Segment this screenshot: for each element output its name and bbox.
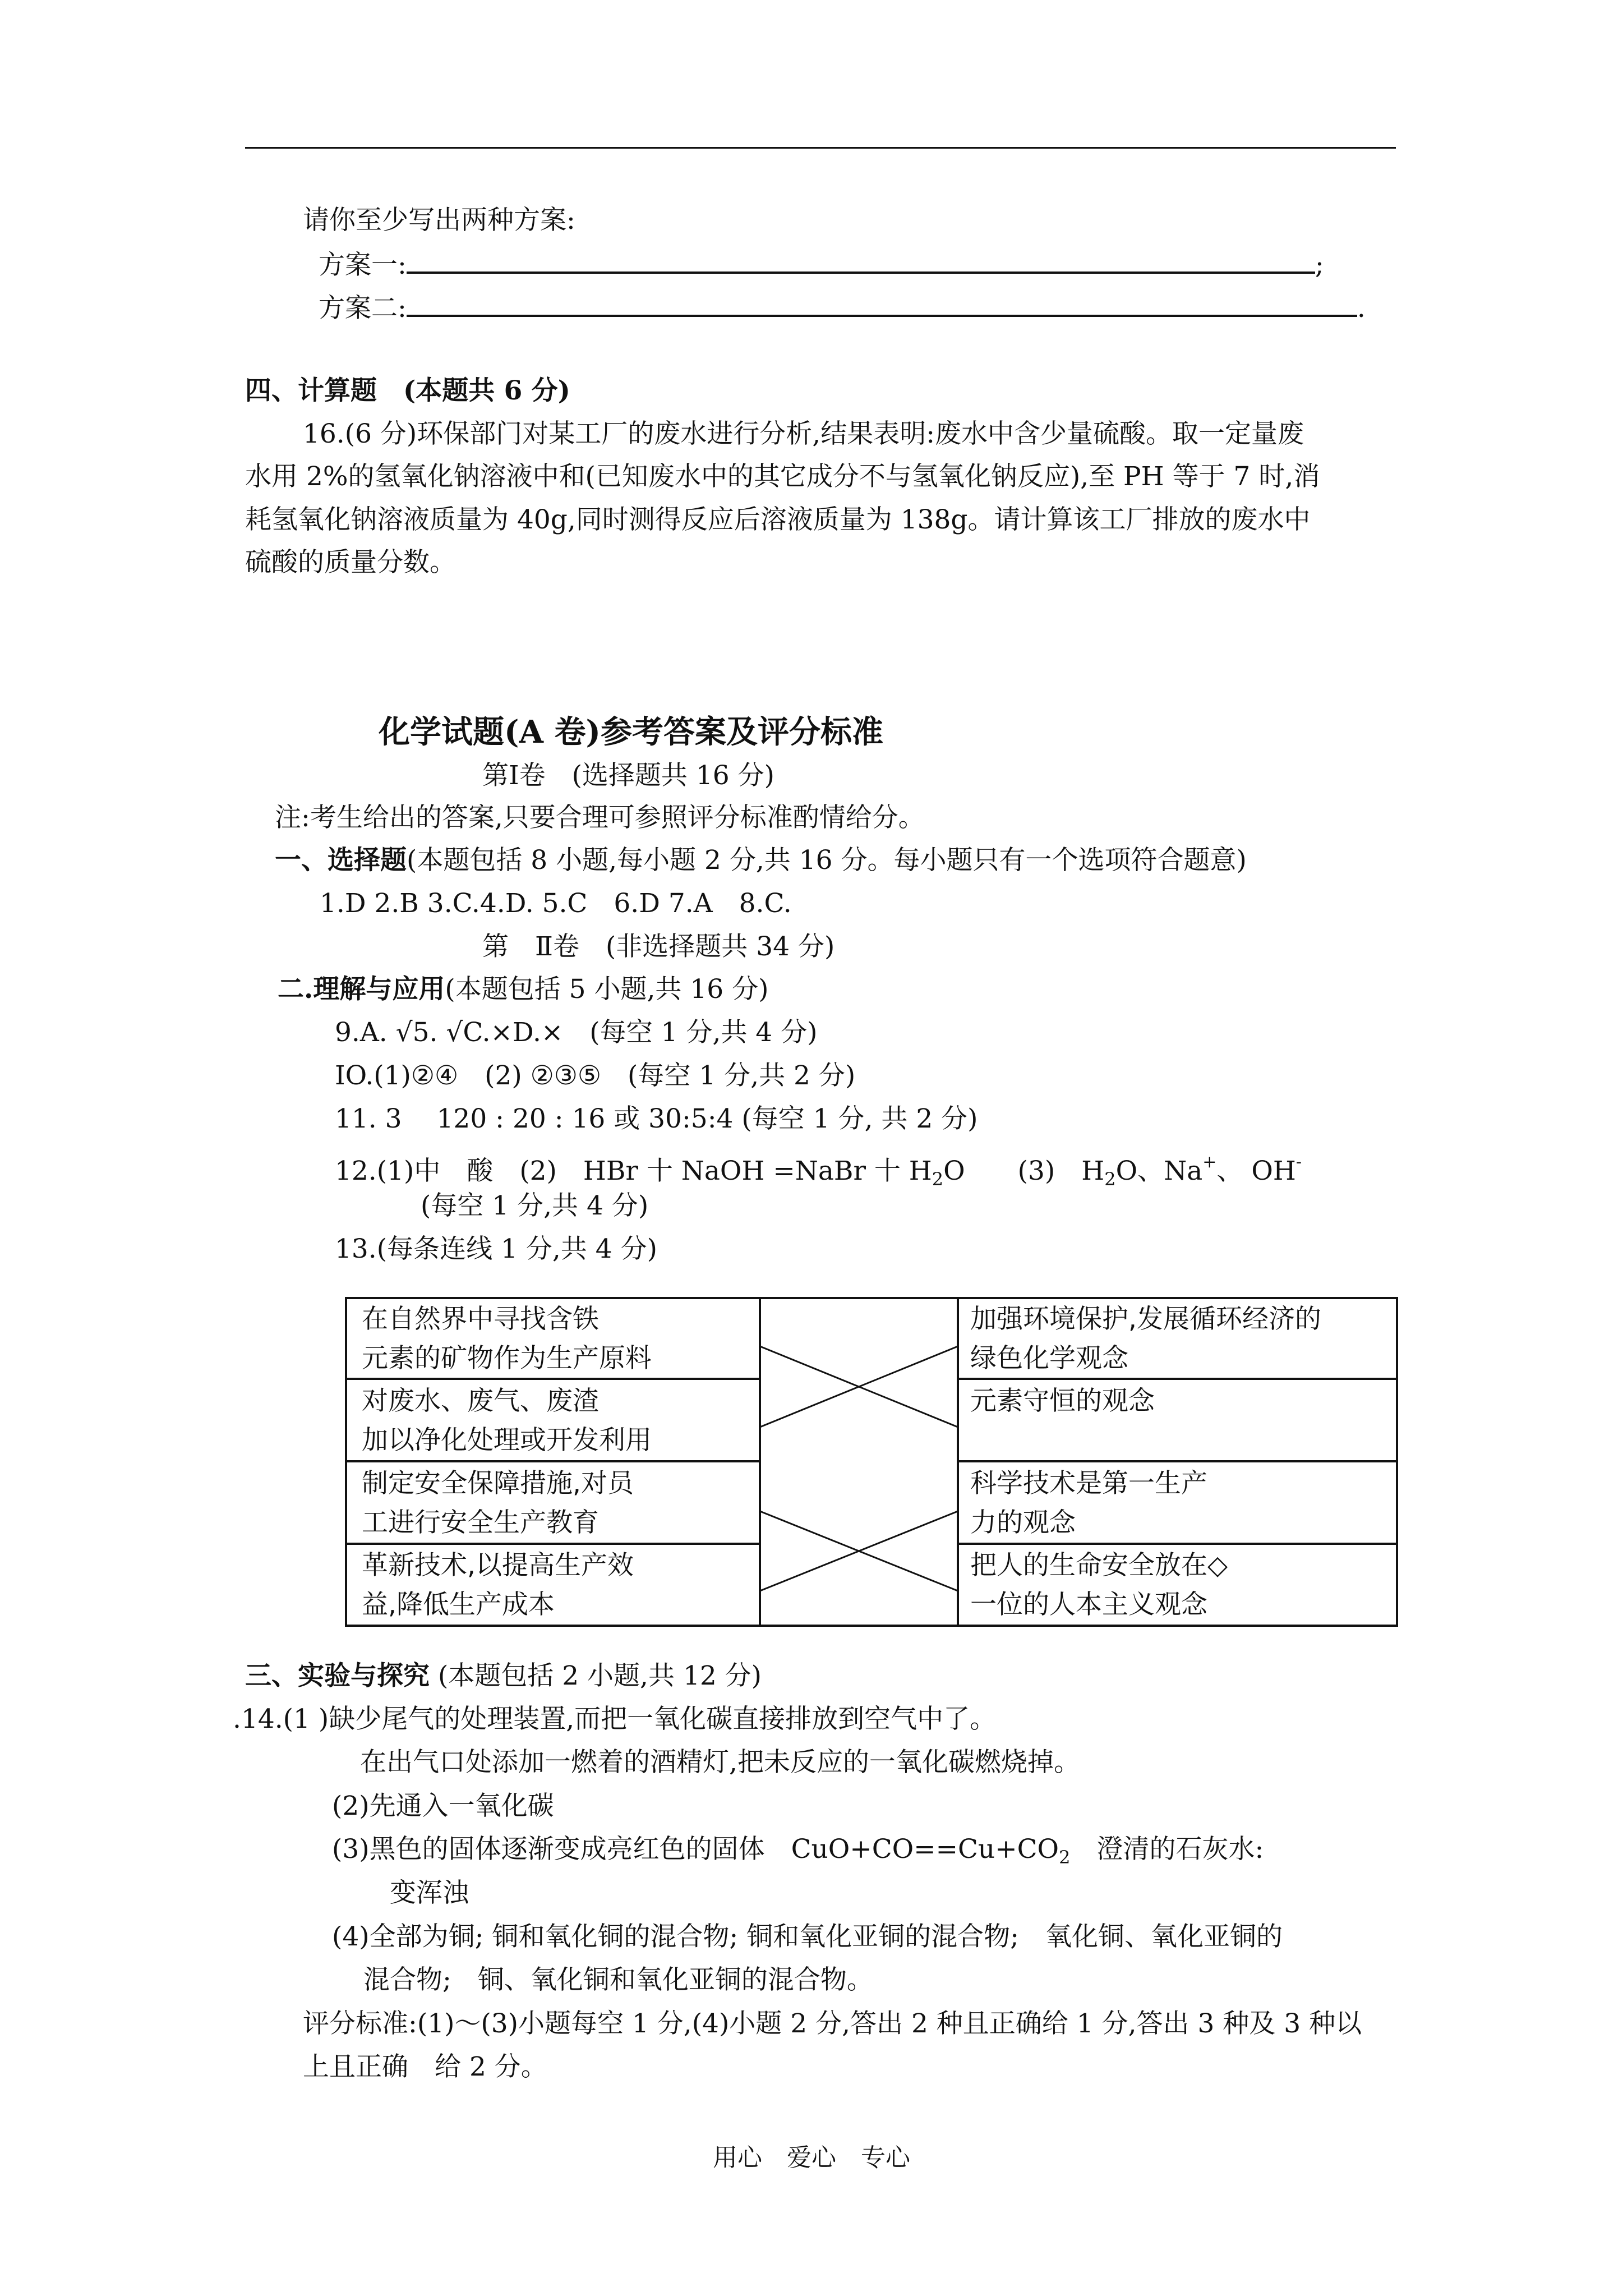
plan2-label: 方案二: — [319, 293, 407, 324]
q14-4a: (4)全部为铜; 铜和氧化铜的混合物; 铜和氧化亚铜的混合物; 氧化铜、氧化亚铜的 — [332, 1921, 1283, 1952]
plan2-end: . — [1357, 293, 1366, 324]
left-item-2-line-1: 对废水、废气、废渣 — [362, 1386, 599, 1416]
mc-title-bold: 一、选择题 — [275, 845, 407, 876]
section3-title-rest: (本题包括 2 小题,共 12 分) — [430, 1660, 762, 1691]
sec2-title — [278, 973, 768, 1006]
q14-1b: 在出气口处添加一燃着的酒精灯,把未反应的一氧化碳燃烧掉。 — [360, 1747, 1080, 1778]
q14-3-part-b: 澄清的石灰水: — [1070, 1834, 1264, 1865]
plan1-label: 方案一: — [319, 250, 407, 280]
mc-answers: 1.D 2.B 3.C.4.D. 5.C 6.D 7.A 8.C. — [320, 888, 792, 919]
q14-2: (2)先通入一氧化碳 — [332, 1791, 554, 1821]
q14-4b: 混合物; 铜、氧化铜和氧化亚铜的混合物。 — [363, 1964, 873, 1995]
right-item-1-line-2: 绿色化学观念 — [970, 1343, 1128, 1374]
q14-1: .14.(1 )缺少尾气的处理装置,而把一氧化碳直接排放到空气中了。 — [233, 1704, 997, 1734]
plan2-blank[interactable] — [407, 290, 1357, 317]
mc-title — [275, 844, 1247, 877]
q14-3-sub: 2 — [1059, 1847, 1071, 1868]
left-item-1-line-1: 在自然界中寻找含铁 — [362, 1304, 599, 1335]
q16-line-2: 水用 2%的氢氧化钠溶液中和(已知废水中的其它成分不与氢氧化钠反应),至 PH 等于 7 时,消 — [245, 461, 1320, 492]
answers-note: 注:考生给出的答案,只要合理可参照评分标准酌情给分。 — [275, 802, 925, 833]
q12-answer — [335, 1145, 1302, 1196]
right-item-4-line-1: 把人的生命安全放在◇ — [970, 1550, 1228, 1581]
q12-part-a: 12.(1)中 酸 (2) HBr 十 NaOH =NaBr 十 H — [335, 1156, 932, 1186]
right-item-3-line-1: 科学技术是第一生产 — [970, 1468, 1207, 1499]
q12-sup-minus: - — [1295, 1152, 1302, 1172]
q14-3 — [332, 1833, 1264, 1874]
right-item-2-line-1: 元素守恒的观念 — [970, 1386, 1155, 1416]
left-item-2-line-2: 加以净化处理或开发利用 — [362, 1425, 652, 1456]
plan1-line — [319, 247, 1324, 282]
answers-title: 化学试题(A 卷)参考答案及评分标准 — [379, 714, 883, 751]
sec2-title-rest: (本题包括 5 小题,共 16 分) — [445, 974, 769, 1005]
q16-line-4: 硫酸的质量分数。 — [245, 547, 456, 578]
left-item-1-line-2: 元素的矿物作为生产原料 — [362, 1343, 652, 1374]
q16-line-3: 耗氢氧化钠溶液质量为 40g,同时测得反应后溶液质量为 138g。请计算该工厂排放的废水中 — [245, 504, 1311, 535]
vol2-title: 第 Ⅱ卷 (非选择题共 34 分) — [482, 931, 835, 962]
q13-answer: 13.(每条连线 1 分,共 4 分) — [335, 1234, 657, 1264]
matching-table — [345, 1297, 1398, 1628]
section3-title-bold: 三、实验与探究 — [245, 1660, 430, 1691]
vol1-title: 第Ⅰ卷 (选择题共 16 分) — [482, 760, 774, 791]
left-item-3-line-2: 工进行安全生产教育 — [362, 1507, 599, 1538]
score-line-1: 评分标准:(1)～(3)小题每空 1 分,(4)小题 2 分,答出 2 种且正确给 1 分,答出 3 种及 3 种以 — [303, 2008, 1362, 2039]
plan1-blank[interactable] — [407, 247, 1315, 274]
left-item-4-line-1: 革新技术,以提高生产效 — [362, 1550, 634, 1581]
q12-part-b: O (3) H — [943, 1156, 1105, 1186]
q14-3-part-a: (3)黑色的固体逐渐变成亮红色的固体 CuO+CO==Cu+CO — [332, 1834, 1059, 1865]
q12-sup-plus: + — [1202, 1152, 1217, 1172]
plan2-line — [319, 290, 1366, 325]
q11-answer: 11. 3 120 : 20 : 16 或 30:5:4 (每空 1 分, 共 2 分) — [335, 1103, 978, 1134]
section4-title: 四、计算题 (本题共 6 分) — [245, 375, 570, 406]
sec2-title-bold: 二.理解与应用 — [278, 974, 445, 1005]
q9-answer: 9.A. √5. √C.×D.× (每空 1 分,共 4 分) — [335, 1017, 818, 1048]
q12-sub-a: 2 — [932, 1168, 944, 1190]
right-item-1-line-1: 加强环境保护,发展循环经济的 — [970, 1304, 1321, 1335]
score-line-2: 上且正确 给 2 分。 — [303, 2051, 547, 2082]
mc-title-rest: (本题包括 8 小题,每小题 2 分,共 16 分。每小题只有一个选项符合题意) — [407, 845, 1247, 876]
q12-part-d: 、 OH — [1216, 1156, 1296, 1186]
q14-3c: 变浑浊 — [390, 1878, 469, 1908]
right-item-4-line-2: 一位的人本主义观念 — [970, 1589, 1207, 1620]
header-rule — [245, 147, 1396, 149]
plan1-end: ; — [1315, 250, 1324, 280]
q10-answer: IO.(1)②④ (2) ②③⑤ (每空 1 分,共 2 分) — [335, 1060, 856, 1091]
left-item-3-line-1: 制定安全保障措施,对员 — [362, 1468, 634, 1499]
right-item-3-line-2: 力的观念 — [970, 1507, 1076, 1538]
plans-intro: 请你至少写出两种方案: — [303, 205, 575, 236]
section3-title — [245, 1659, 762, 1693]
page-footer: 用心 爱心 专心 — [713, 2143, 910, 2172]
q12-score: (每空 1 分,共 4 分) — [421, 1190, 649, 1221]
q12-sub-b: 2 — [1104, 1168, 1116, 1190]
left-item-4-line-2: 益,降低生产成本 — [362, 1589, 555, 1620]
q16-line-1: 16.(6 分)环保部门对某工厂的废水进行分析,结果表明:废水中含少量硫酸。取一定量废 — [303, 418, 1304, 449]
q12-part-c: O、Na — [1115, 1156, 1203, 1186]
